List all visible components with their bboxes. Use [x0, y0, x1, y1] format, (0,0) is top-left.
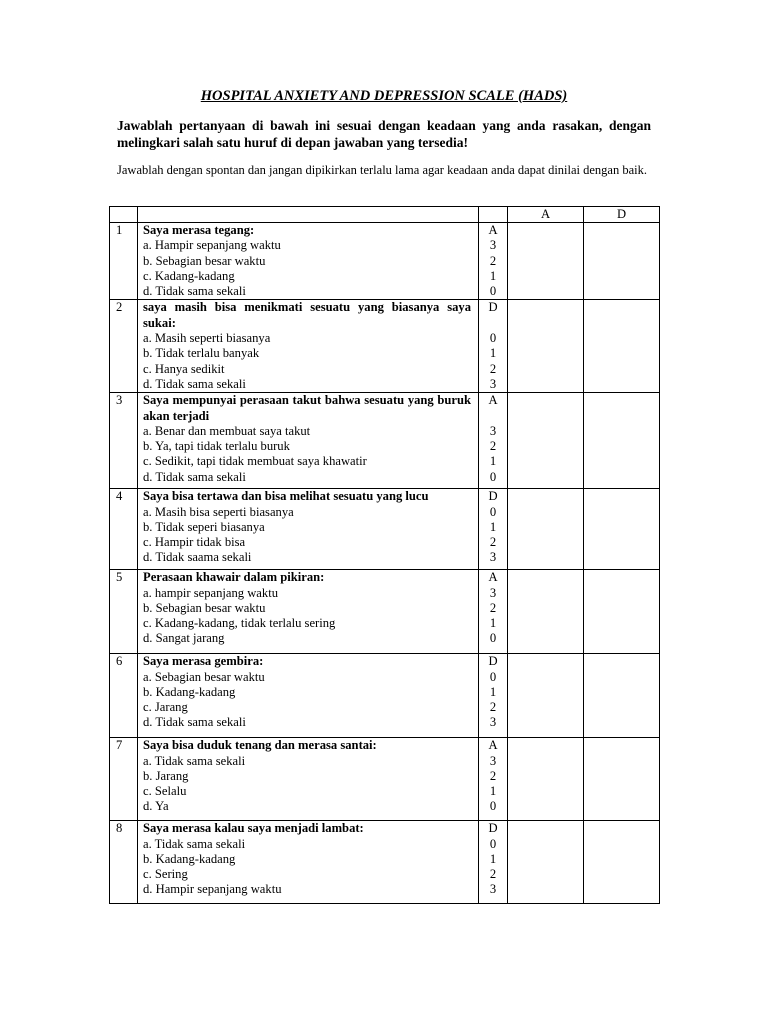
answer-option[interactable]: a. Tidak sama sekali — [143, 836, 246, 851]
table-row — [110, 223, 660, 300]
answer-option[interactable]: c. Kadang-kadang, tidak terlalu sering — [143, 616, 336, 631]
item-number: 6 — [110, 654, 138, 738]
question-text: saya masih bisa menikmati sesuatu yang biasanya saya sukai: — [143, 300, 471, 330]
score-value: 2 — [489, 867, 497, 882]
answer-option[interactable]: a. Masih seperti biasanya — [143, 331, 271, 346]
table-header-row — [110, 207, 660, 223]
question-cell — [138, 570, 479, 654]
answer-option[interactable]: d. Tidak sama sekali — [143, 715, 246, 730]
anxiety-score-cell[interactable] — [508, 223, 584, 300]
depression-score-cell[interactable] — [584, 489, 660, 570]
question-cell — [138, 821, 479, 904]
score-value: 3 — [489, 715, 497, 730]
score-value: 0 — [489, 469, 497, 484]
anxiety-score-cell[interactable] — [508, 570, 584, 654]
answer-option[interactable]: b. Jarang — [143, 768, 189, 783]
depression-score-cell[interactable] — [584, 223, 660, 300]
anxiety-score-cell[interactable] — [508, 821, 584, 904]
answer-option[interactable]: a. Hampir sepanjang waktu — [143, 238, 281, 253]
score-value: 0 — [489, 669, 497, 684]
anxiety-score-cell[interactable] — [508, 738, 584, 821]
score-cell — [479, 300, 508, 393]
question-text: Saya merasa kalau saya menjadi lambat: — [143, 821, 364, 836]
question-text: Saya merasa gembira: — [143, 654, 264, 669]
answer-option[interactable]: c. Hanya sedikit — [143, 361, 225, 376]
answer-option[interactable]: d. Tidak sama sekali — [143, 469, 246, 484]
header-score — [479, 207, 508, 223]
score-value: 3 — [489, 376, 497, 391]
item-number: 2 — [110, 300, 138, 393]
answer-option[interactable]: c. Selalu — [143, 784, 187, 799]
score-value: 3 — [489, 585, 497, 600]
answer-option[interactable]: c. Kadang-kadang — [143, 268, 235, 283]
question-text: Saya merasa tegang: — [143, 223, 255, 237]
answer-option[interactable]: b. Kadang-kadang — [143, 684, 236, 699]
item-number: 8 — [110, 821, 138, 904]
instruction-bold: Jawablah pertanyaan di bawah ini sesuai dengan keadaan yang anda rasakan, dengan melingkari salah satu huruf di depan jawaban yang tersedia! — [117, 118, 651, 150]
score-value: 0 — [489, 504, 497, 519]
question-cell — [138, 393, 479, 489]
score-value: 1 — [489, 851, 497, 866]
hads-table — [109, 206, 660, 904]
score-cell — [479, 654, 508, 738]
score-value: D — [488, 489, 498, 504]
depression-score-cell[interactable] — [584, 821, 660, 904]
answer-option[interactable]: c. Sering — [143, 867, 188, 882]
answer-option[interactable]: b. Sebagian besar waktu — [143, 600, 266, 615]
header-num — [110, 207, 138, 223]
score-cell — [479, 489, 508, 570]
anxiety-score-cell[interactable] — [508, 489, 584, 570]
score-value: 0 — [489, 836, 497, 851]
score-value: A — [488, 223, 498, 237]
item-number: 4 — [110, 489, 138, 570]
score-value: D — [488, 300, 498, 315]
item-number: 1 — [110, 223, 138, 300]
score-cell — [479, 570, 508, 654]
table-row — [110, 300, 660, 393]
score-value: 0 — [489, 799, 497, 814]
score-cell — [479, 738, 508, 821]
anxiety-score-cell[interactable] — [508, 654, 584, 738]
table-row — [110, 738, 660, 821]
answer-option[interactable]: d. Tidak saama sekali — [143, 550, 252, 565]
answer-option[interactable]: b. Tidak terlalu banyak — [143, 346, 260, 361]
depression-score-cell[interactable] — [584, 393, 660, 489]
answer-option[interactable]: d. Hampir sepanjang waktu — [143, 882, 282, 897]
question-cell — [138, 654, 479, 738]
instruction-text: Jawablah dengan spontan dan jangan dipikirkan terlalu lama agar keadaan anda dapat dinilai dengan baik. — [117, 163, 648, 177]
score-value: 3 — [489, 550, 497, 565]
score-value: A — [488, 393, 498, 408]
question-text: Saya mempunyai perasaan takut bahwa sesuatu yang buruk akan terjadi — [143, 393, 471, 423]
anxiety-score-cell[interactable] — [508, 300, 584, 393]
score-cell — [479, 393, 508, 489]
answer-option[interactable]: d. Tidak sama sekali — [143, 376, 246, 391]
table-row — [110, 821, 660, 904]
answer-option[interactable]: b. Tidak seperi biasanya — [143, 519, 265, 534]
header-a: A — [508, 207, 584, 223]
score-value — [479, 409, 507, 424]
answer-option[interactable]: a. Sebagian besar waktu — [143, 669, 265, 684]
score-value: 2 — [489, 535, 497, 550]
score-value — [479, 316, 507, 331]
table-row — [110, 570, 660, 654]
score-cell — [479, 223, 508, 300]
answer-option[interactable]: d. Ya — [143, 799, 169, 814]
item-number: 7 — [110, 738, 138, 821]
question-cell — [138, 223, 479, 300]
score-value: 0 — [489, 331, 497, 346]
answer-option[interactable]: a. Benar dan membuat saya takut — [143, 423, 311, 438]
depression-score-cell[interactable] — [584, 300, 660, 393]
score-value: A — [488, 738, 498, 753]
score-value: 3 — [489, 423, 497, 438]
answer-option[interactable]: c. Hampir tidak bisa — [143, 535, 246, 550]
score-value: 1 — [489, 616, 497, 631]
answer-option[interactable]: d. Tidak sama sekali — [143, 284, 246, 299]
score-value: 1 — [489, 684, 497, 699]
answer-option[interactable]: b. Sebagian besar waktu — [143, 253, 266, 268]
question-text: Perasaan khawair dalam pikiran: — [143, 570, 325, 585]
score-value: 2 — [489, 253, 497, 268]
score-value: 0 — [489, 284, 497, 299]
header-question — [138, 207, 479, 223]
score-value: 1 — [489, 519, 497, 534]
table-row — [110, 489, 660, 570]
score-value: 3 — [489, 882, 497, 897]
question-text: Saya bisa duduk tenang dan merasa santai: — [143, 738, 377, 753]
score-value: 2 — [489, 700, 497, 715]
score-cell — [479, 821, 508, 904]
question-cell — [138, 489, 479, 570]
score-value: 2 — [489, 600, 497, 615]
score-value: 3 — [489, 753, 497, 768]
question-text: Saya bisa tertawa dan bisa melihat sesuatu yang lucu — [143, 489, 429, 504]
question-cell — [138, 738, 479, 821]
depression-score-cell[interactable] — [584, 738, 660, 821]
answer-option[interactable]: c. Jarang — [143, 700, 188, 715]
score-value: D — [488, 821, 498, 836]
score-value: 2 — [489, 768, 497, 783]
depression-score-cell[interactable] — [584, 570, 660, 654]
answer-option[interactable]: c. Sedikit, tapi tidak membuat saya khawatir — [143, 454, 367, 469]
answer-option[interactable]: a. Masih bisa seperti biasanya — [143, 504, 294, 519]
table-row — [110, 654, 660, 738]
item-number: 3 — [110, 393, 138, 489]
score-value: 0 — [489, 631, 497, 646]
header-d: D — [584, 207, 660, 223]
question-cell — [138, 300, 479, 393]
score-value: 1 — [489, 268, 497, 283]
score-value: 3 — [489, 238, 497, 253]
score-value: 2 — [489, 439, 497, 454]
score-value: 1 — [489, 454, 497, 469]
score-value: D — [488, 654, 498, 669]
answer-option[interactable]: b. Ya, tapi tidak terlalu buruk — [143, 439, 290, 454]
score-value: 2 — [489, 361, 497, 376]
page-title: HOSPITAL ANXIETY AND DEPRESSION SCALE (HADS) — [200, 88, 568, 104]
item-number: 5 — [110, 570, 138, 654]
answer-option[interactable]: b. Kadang-kadang — [143, 851, 236, 866]
table-row — [110, 393, 660, 489]
answer-option[interactable]: a. hampir sepanjang waktu — [143, 585, 278, 600]
score-value: 1 — [489, 784, 497, 799]
score-value: A — [488, 570, 498, 585]
score-value: 1 — [489, 346, 497, 361]
anxiety-score-cell[interactable] — [508, 393, 584, 489]
answer-option[interactable]: a. Tidak sama sekali — [143, 753, 246, 768]
depression-score-cell[interactable] — [584, 654, 660, 738]
answer-option[interactable]: d. Sangat jarang — [143, 631, 225, 646]
